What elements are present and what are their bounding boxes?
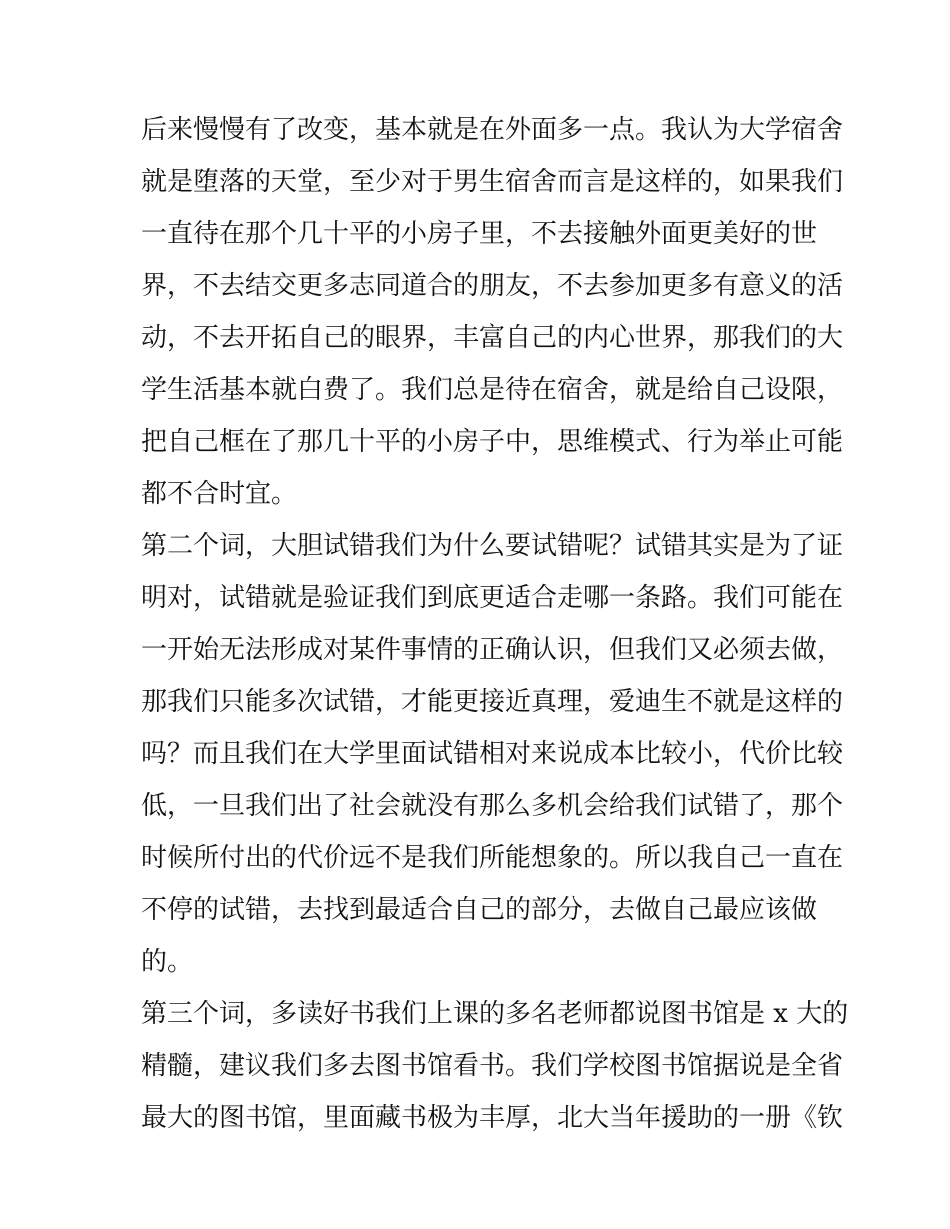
text-line: 第三个词，多读好书我们上课的多名老师都说图书馆是 x 大的 bbox=[141, 999, 849, 1029]
text-line: 就是堕落的天堂，至少对于男生宿舍而言是这样的，如果我们 bbox=[141, 167, 844, 197]
text-line: 精髓，建议我们多去图书馆看书。我们学校图书馆据说是全省 bbox=[141, 1051, 844, 1081]
text-line: 后来慢慢有了改变，基本就是在外面多一点。我认为大学宿舍 bbox=[141, 115, 844, 145]
text-line: 低，一旦我们出了社会就没有那么多机会给我们试错了，那个 bbox=[141, 791, 844, 821]
text-line: 不停的试错，去找到最适合自己的部分，去做自己最应该做 bbox=[141, 895, 818, 925]
text-line: 界，不去结交更多志同道合的朋友，不去参加更多有意义的活 bbox=[141, 271, 844, 301]
text-line: 一直待在那个几十平的小房子里，不去接触外面更美好的世 bbox=[141, 219, 818, 249]
text-line: 时候所付出的代价远不是我们所能想象的。所以我自己一直在 bbox=[141, 843, 844, 873]
text-line: 最大的图书馆，里面藏书极为丰厚，北大当年援助的一册《钦 bbox=[141, 1103, 844, 1133]
text-line: 明对，试错就是验证我们到底更适合走哪一条路。我们可能在 bbox=[141, 583, 844, 613]
text-line: 都不合时宜。 bbox=[141, 479, 298, 509]
text-line: 那我们只能多次试错，才能更接近真理，爱迪生不就是这样的 bbox=[141, 687, 844, 717]
text-line: 的。 bbox=[141, 947, 194, 977]
text-line: 第二个词，大胆试错我们为什么要试错呢？试错其实是为了证 bbox=[141, 531, 844, 561]
text-line: 学生活基本就白费了。我们总是待在宿舍，就是给自己设限， bbox=[141, 375, 844, 405]
text-line: 一开始无法形成对某件事情的正确认识，但我们又必须去做， bbox=[141, 635, 844, 665]
text-line: 把自己框在了那几十平的小房子中，思维模式、行为举止可能 bbox=[141, 427, 844, 457]
text-line: 吗？而且我们在大学里面试错相对来说成本比较小，代价比较 bbox=[141, 739, 844, 769]
text-line: 动，不去开拓自己的眼界，丰富自己的内心世界，那我们的大 bbox=[141, 323, 844, 353]
